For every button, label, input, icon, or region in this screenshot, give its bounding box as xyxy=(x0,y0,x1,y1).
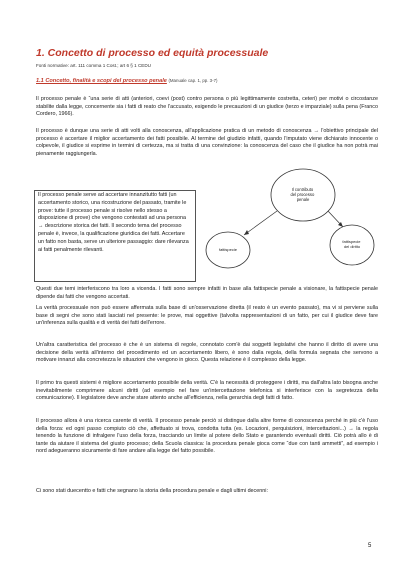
highlight-box-text: Il processo penale serve ad accertare innanzitutto fatti (un accertamento storico, una ricostruzione del passato, tramite le prove: tutte il processo penale si risolve nello stesso a disposizione di prove) che vengono contestati ad una persona → descrizione storica dei fatti. Il secondo tema del processo penale è, invece, la qualificazione giuridica dei fatti. Accertare un fatto non basta, serve un ulteriore passaggio: dare rilevanza ai fatti penalmente rilevanti. xyxy=(38,192,189,253)
paragraph-2: Il processo è dunque una serie di atti volti alla conoscenza, all'applicazione pratica di un metodo di conoscenza → l'obiettivo principale del processo è accertare il miglior accertamento dei fatti possibile. Al termine del giudizio infatti, quando l'imputato viene dichiarato innocente o colpevole, il giudice si esprime in termini di certezza, ma si tratta di una convinzione: la conoscenza del caso che il giudice ha non potrà mai pienamente raggiungerla. xyxy=(36,128,378,157)
paragraph-4: La verità processuale non può essere affermata sulla base di un'osservazione diretta (il reato è un evento passato), ma vi si perviene sulla base di segni che sono stati lasciati nel presente: le prove, mai oggettive (talvolta rappresentazioni di un fatto, per cui il giudice deve fare un'inferenza sulla qualità e di verità dei fatti dell'errore. xyxy=(36,305,378,327)
diagram-arrow-left xyxy=(244,211,277,235)
normative-references: Fonti normative: art. 111 comma 1 Cost.; art 6 § 1 CEDU xyxy=(36,63,151,68)
section-title: 1. Concetto di processo ed equità processuale xyxy=(36,47,269,59)
page-number: 5 xyxy=(368,543,372,549)
paragraph-1: Il processo penale è “una serie di atti (anteriori, coevi (post) contro persona o più legittimamente costretta, ceteri) per motivi o circostanze stabilite dalla legge, concernente sia i fatti di reato che l'accusato, esigendo le precauzioni di un giudice (terzo e imparziale) sulla pena (Franco Cordero, 1966). xyxy=(36,96,378,118)
paragraph-7: Il processo allora è una ricerca carente di verità. Il processo penale perciò si distingue dalla altre forme di conoscenza perché in più c'è l'uso della forza: ed ogni passo compiuto ciò che, affettuato si trova, condotta tutta (es. Locazioni, perquisizioni, intercettazioni...) → la regola tenendo la funzione di infralgere l'uso della forza, tracciando un limite al potere dello Stato e garantendo eventuali diritti. Ciò potrà allo è di tante da aiutare il sistema del giusto processo; della Scuola classica: la procedura penale gioca come “due con tanti ammetti”, ad esempio i nord adegueranno sicuramente di fare andare alla legge del fatto possibile. xyxy=(36,418,378,455)
paragraph-3: Questi due temi interferiscono tra loro a vicenda. I fatti sono sempre infatti in base alla fattispecie penale a visionare, la fattispecie penale dipende dai fatti che vengono accertati. xyxy=(36,286,378,300)
diagram-left-label: fattispecie xyxy=(218,247,238,252)
concept-diagram xyxy=(200,165,378,275)
diagram-right-label: fattispecie del diritto xyxy=(342,239,361,249)
subsection-heading xyxy=(36,78,218,84)
subsection-title: 1.1 Concetto, finalità e scopi del processo penale xyxy=(36,78,167,84)
paragraph-6: Il primo tra questi sistemi è migliore accertamento possibile della verità. C'è la necessità di proteggere i diritti, ma dall'altra lato bisogna anche inevitabilmente comprimere alcuni diritti (ad esempio nel fare un'intercettazione telefonica si interferisce con la segretezza della comunicazione). Il legislatore deve anche stare attento anche all'efficienza, nella gerarchia degli fatti di fatto. xyxy=(36,380,378,402)
subsection-source: (Manuale cap. 1, pp. 3-7) xyxy=(168,78,218,83)
paragraph-8: Ci sono stati duecentto e fatti che segnano la storia della procedura penale e dagli ultimi decenni: xyxy=(36,488,268,494)
diagram-top-label: Il contributo del processo penale xyxy=(290,187,315,202)
paragraph-5: Un'altra caratteristica del processo è che è un sistema di regole, connotato com'è dai soggetti legislativi che hanno il diritto di avere una decisione della verità all'interno del procedimento ed un accertamento libero, è sono dalla regola, della formula segnata che servono a motivare innanzi alla concretezza le situazioni che vengono in gioco. Questa relazione è il complesso della legge. xyxy=(36,342,378,364)
